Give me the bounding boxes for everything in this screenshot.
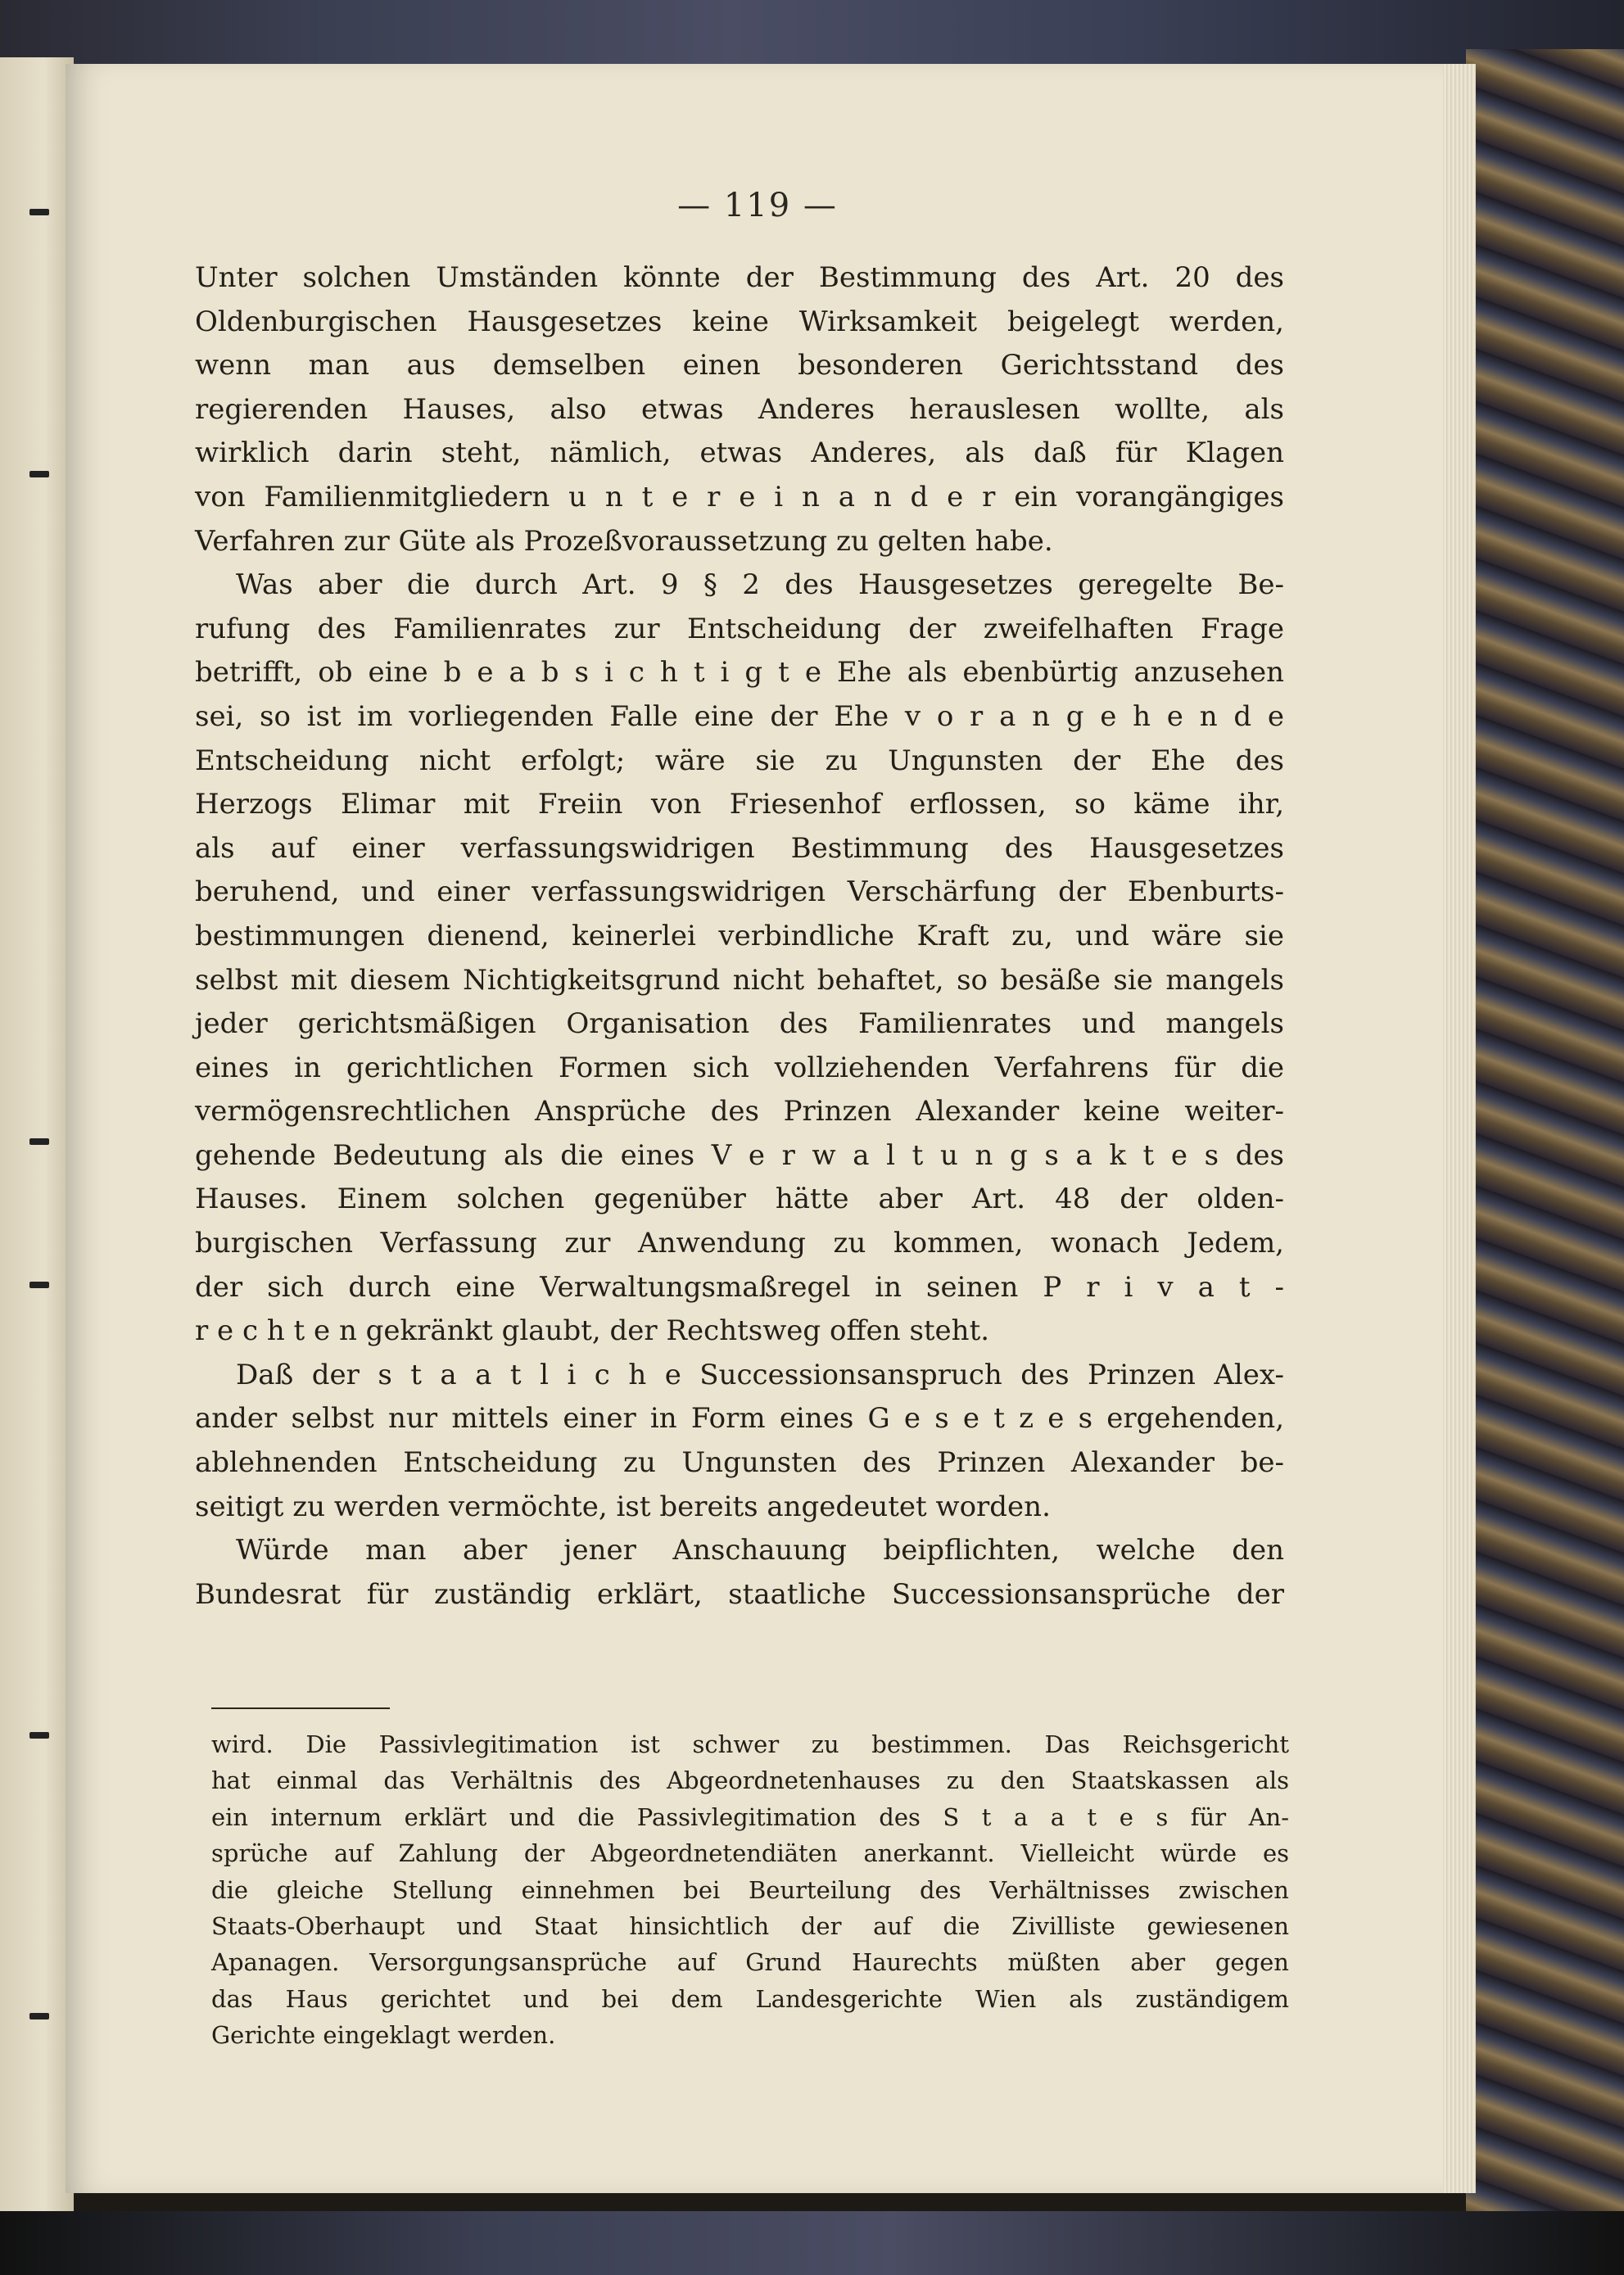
text-line: selbst mit diesem Nichtigkeitsgrund nicht behaftet, so besäße sie mangels [195,963,1284,997]
left-page-edge [0,57,74,2211]
text-line: Verfahren zur Güte als Prozeßvoraussetzung zu gelten habe. [195,524,1053,558]
footnote-line: sprüche auf Zahlung der Abgeordnetendiäten anerkannt. Vielleicht würde es [211,1839,1289,1868]
binding-stitch [29,2013,49,2019]
paragraph [195,256,1284,563]
text-line: jeder gerichtsmäßigen Organisation des Familienrates und mangels [195,1007,1284,1041]
text-line: beruhend, und einer verfassungswidrigen Verschärfung der Ebenburts- [195,875,1284,909]
binding-stitch [29,1732,49,1739]
text-line: der sich durch eine Verwaltungsmaßregel in seinen P r i v a t - [195,1270,1284,1304]
text-line: Würde man aber jener Anschauung beipflichten, welche den [236,1534,1284,1567]
text-line: sei, so ist im vorliegenden Falle eine der Ehe v o r a n g e h e n d e [195,699,1284,733]
marbled-cover-board [1466,49,1624,2228]
text-line: rufung des Familienrates zur Entscheidung der zweifelhaften Frage [195,612,1284,645]
text-line: wirklich darin steht, nämlich, etwas Anderes, als daß für Klagen [195,436,1284,470]
text-line: Herzogs Elimar mit Freiin von Friesenhof erflossen, so käme ihr, [195,788,1284,821]
footnote-line: Staats-Oberhaupt und Staat hinsichtlich der auf die Zivilliste gewiesenen [211,1911,1289,1940]
book-page [66,64,1450,2193]
text-line: von Familienmitgliedern u n t e r e i n a n d e r ein vorangängiges [195,480,1284,513]
footnote-line: die gleiche Stellung einnehmen bei Beurteilung des Verhältnisses zwischen [211,1875,1289,1904]
binding-stitch [29,1282,49,1288]
text-line: regierenden Hauses, also etwas Anderes herauslesen wollte, als [195,392,1284,426]
footnote-line: ein internum erklärt und die Passivlegitimation des S t a a t e s für An- [211,1802,1289,1831]
footnote-divider [211,1707,390,1709]
page-block-edges [1443,64,1476,2193]
text-line: ablehnenden Entscheidung zu Ungunsten des Prinzen Alexander be- [195,1446,1284,1480]
footnote [211,1726,1289,2054]
text-line: burgischen Verfassung zur Anwendung zu kommen, wonach Jedem, [195,1227,1284,1260]
text-line: r e c h t e n gekränkt glaubt, der Rechtsweg offen steht. [195,1314,990,1348]
paragraph [195,1529,1284,1617]
footnote-line: wird. Die Passivlegitimation ist schwer zu bestimmen. Das Reichsgericht [211,1730,1289,1758]
main-text [195,256,1284,1617]
paragraph [195,563,1284,1354]
footnote-line: Gerichte eingeklagt werden. [211,2021,556,2050]
binding-stitch [29,209,49,215]
text-line: vermögensrechtlichen Ansprüche des Prinzen Alexander keine weiter- [195,1095,1284,1128]
text-line: gehende Bedeutung als die eines V e r w a l t u n g s a k t e s des [195,1138,1284,1172]
text-line: Entscheidung nicht erfolgt; wäre sie zu Ungunsten der Ehe des [195,744,1284,777]
text-line: eines in gerichtlichen Formen sich vollziehenden Verfahrens für die [195,1051,1284,1084]
text-line: wenn man aus demselben einen besonderen Gerichtsstand des [195,349,1284,382]
text-line: Was aber die durch Art. 9 § 2 des Hausgesetzes geregelte Be- [236,568,1284,602]
footnote-line: hat einmal das Verhältnis des Abgeordnetenhauses zu den Staatskassen als [211,1766,1289,1795]
text-line: ander selbst nur mittels einer in Form eines G e s e t z e s ergehenden, [195,1402,1284,1436]
text-line: als auf einer verfassungswidrigen Bestimmung des Hausgesetzes [195,831,1284,865]
binding-stitch [29,471,49,477]
paragraph [195,1354,1284,1529]
text-line: Daß der s t a a t l i c h e Successionsanspruch des Prinzen Alex- [236,1358,1284,1391]
text-line: Oldenburgischen Hausgesetzes keine Wirksamkeit beigelegt werden, [195,305,1284,338]
footnote-line: Apanagen. Versorgungsansprüche auf Grund Haurechts müßten aber gegen [211,1948,1289,1977]
binding-stitch [29,1138,49,1145]
book-binding-bottom [0,2211,1624,2275]
page-number: — 119 — [677,187,838,224]
text-line: Bundesrat für zuständig erklärt, staatliche Successionsansprüche der [195,1577,1284,1611]
text-line: Unter solchen Umständen könnte der Bestimmung des Art. 20 des [195,261,1284,294]
text-line: bestimmungen dienend, keinerlei verbindliche Kraft zu, und wäre sie [195,919,1284,952]
text-line: seitigt zu werden vermöchte, ist bereits angedeutet worden. [195,1490,1051,1523]
text-line: betrifft, ob eine b e a b s i c h t i g t e Ehe als ebenbürtig anzusehen [195,656,1284,690]
text-line: Hauses. Einem solchen gegenüber hätte aber Art. 48 der olden- [195,1183,1284,1216]
footnote-line: das Haus gerichtet und bei dem Landesgerichte Wien als zuständigem [211,1984,1289,2013]
